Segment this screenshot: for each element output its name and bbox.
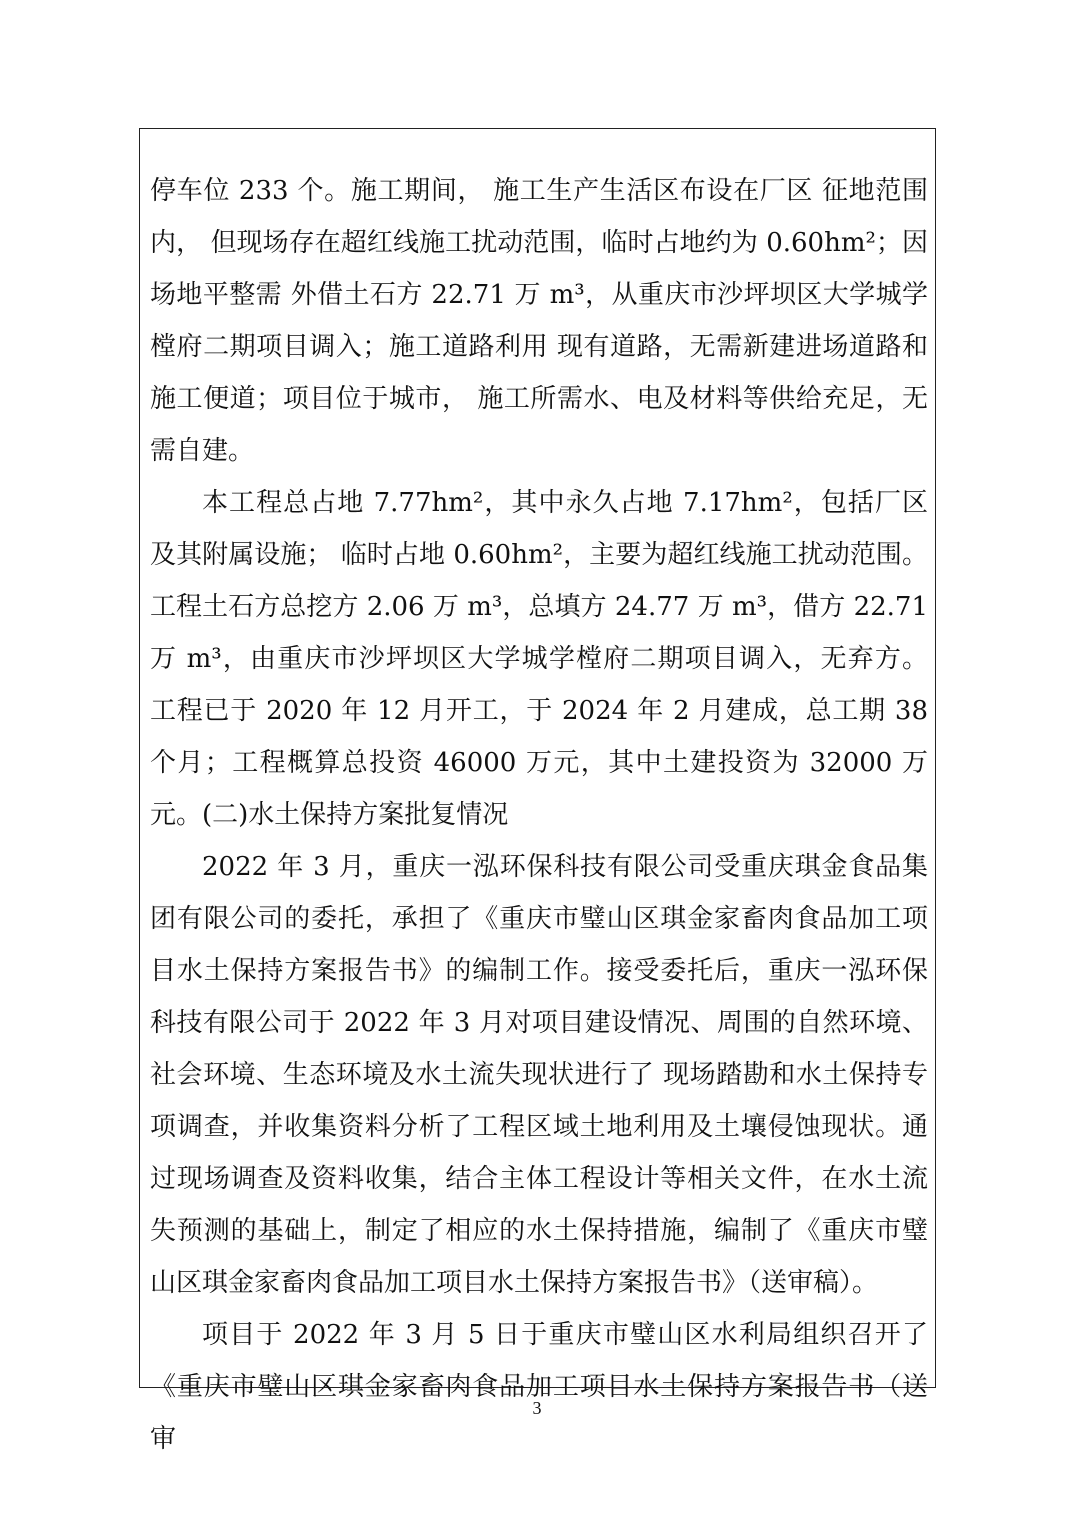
page-number: 3 <box>532 1398 542 1418</box>
paragraph-review-meeting: 项目于 2022 年 3 月 5 日于重庆市璧山区水利局组织召开了《重庆市璧山区琪金家畜肉食品加工项目水土保持方案报告书（送审 <box>150 1320 928 1454</box>
paragraph-plan-preparation: 2022 年 3 月，重庆一泓环保科技有限公司受重庆琪金食品集团有限公司的委托，承担了《重庆市璧山区琪金家畜肉食品加工项目水土保持方案报告书》的编制工作。接受委托后，重庆一泓环保科技有限公司于 2022 年 3 月对项目建设情况、周围的自然环境、社会环境、生态环境及水土流失现状进行了 现场踏勘和水土保持专项调查，并收集资料分析了工程区域土地利用及土壤侵蚀现状。通过现场调查及资料收集，结合主体工程设计等相关文件，在水土流失预测的基础上，制定了相应的水土保持措施，编制了《重庆市璧山区琪金家畜肉食品加工项目水土保持方案报告书》（送审稿）。 <box>150 852 928 1298</box>
section-heading-approval: (二)水土保持方案批复情况 <box>202 800 509 830</box>
bordered-text-frame <box>139 128 936 1454</box>
paragraph-land-and-earthwork: 本工程总占地 7.77hm²，其中永久占地 7.17hm²，包括厂区及其附属设施； 临时占地 0.60hm²，主要为超红线施工扰动范围。工程土石方总挖方 2.06 万 m³，总填方 24.77 万 m³，借方 22.71 万 m³，由重庆市沙坪坝区大学城学樘府二期项目调入，无弃方。 工程已于 2020 年 12 月开工，于 2024 年 2 月建成，总工期 38 个月；工程概算总投资 46000 万元，其中土建投资为 32000 万元。 <box>150 488 928 830</box>
paragraph-construction-overview: 停车位 233 个。施工期间， 施工生产生活区布设在厂区 征地范围内， 但现场存在超红线施工扰动范围，临时占地约为 0.60hm²；因场地平整需 外借土石方 22.71 万 m³，从重庆市沙坪坝区大学城学樘府二期项目调入；施工道路利用 现有道路，无需新建进场道路和施工便道；项目位于城市， 施工所需水、电及材料等供给充足，无需自建。 <box>150 176 928 466</box>
